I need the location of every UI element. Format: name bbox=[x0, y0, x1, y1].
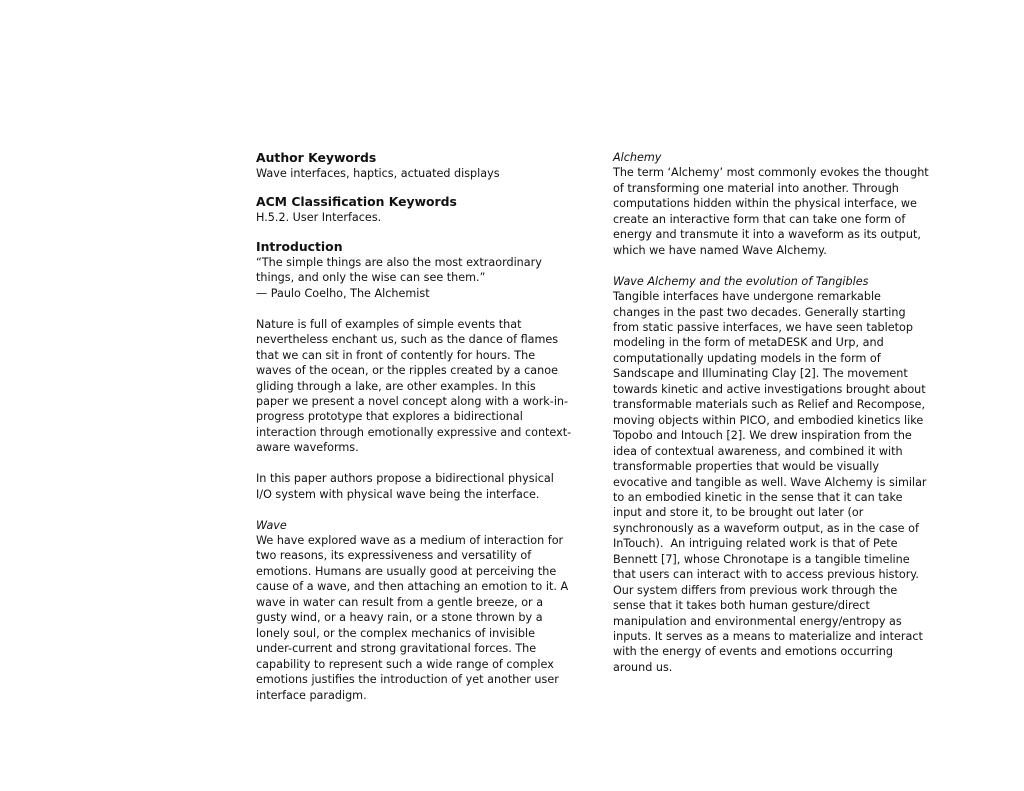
paragraph-line: which we have named Wave Alchemy. bbox=[613, 243, 827, 257]
paragraph-line: I/O system with physical wave being the interface. bbox=[256, 487, 540, 501]
paragraph-line: computations hidden within the physical interface, we bbox=[613, 197, 917, 211]
paragraph-line: InTouch). An intriguing related work is that of Pete bbox=[613, 537, 898, 551]
paragraph-line: aware waveforms. bbox=[256, 441, 359, 455]
quote-line: things, and only the wise can see them.” bbox=[256, 271, 486, 285]
paragraph-line: Sandscape and Illuminating Clay [2]. The movement bbox=[613, 367, 908, 381]
paragraph-line: of transforming one material into another. Through bbox=[613, 181, 899, 195]
paragraph-line: Tangible interfaces have undergone remarkable bbox=[613, 290, 881, 304]
paragraph-line: input and store it, to be brought out later (or bbox=[613, 506, 864, 520]
wave-alchemy-subheading: Wave Alchemy and the evolution of Tangibles bbox=[613, 274, 869, 288]
introduction-paragraph-2 bbox=[256, 471, 574, 502]
paragraph-line: transformable materials such as Relief and Recompose, bbox=[613, 398, 925, 412]
wave-alchemy-section bbox=[613, 274, 931, 676]
paragraph-line: waves of the ocean, or the ripples created by a canoe bbox=[256, 364, 558, 378]
paragraph-line: energy and transmute it into a waveform as its output, bbox=[613, 228, 921, 242]
paragraph-line: two reasons, its expressiveness and versatility of bbox=[256, 549, 532, 563]
paragraph-line: idea of contextual awareness, and combined it with bbox=[613, 444, 903, 458]
introduction-section bbox=[256, 239, 574, 502]
left-column bbox=[256, 150, 574, 703]
alchemy-subheading: Alchemy bbox=[613, 151, 662, 164]
quote-line: “The simple things are also the most extraordinary bbox=[256, 255, 542, 269]
paragraph-line: inputs. It serves as a means to materialize and interact bbox=[613, 630, 923, 644]
paragraph-line: nevertheless enchant us, such as the dance of flames bbox=[256, 333, 559, 347]
quote-attribution: — Paulo Coelho, The Alchemist bbox=[256, 286, 430, 300]
paragraph-line: lonely soul, or the complex mechanics of invisible bbox=[256, 626, 535, 640]
paragraph-line: gusty wind, or a heavy rain, or a stone thrown by a bbox=[256, 611, 543, 625]
acm-classification-section bbox=[256, 194, 574, 225]
paragraph-line: modeling in the form of metaDESK and Urp, and bbox=[613, 336, 884, 350]
paragraph-line: manipulation and environmental energy/entropy as bbox=[613, 614, 902, 628]
paragraph-line: interaction through emotionally expressive and context- bbox=[256, 425, 572, 439]
paragraph-line: We have explored wave as a medium of interaction for bbox=[256, 534, 564, 548]
wave-section bbox=[256, 518, 574, 703]
wave-subheading: Wave bbox=[256, 518, 287, 532]
paragraph-line: paper we present a novel concept along with a work-in- bbox=[256, 394, 569, 408]
paragraph-line: create an interactive form that can take one form of bbox=[613, 212, 906, 226]
paragraph-line: emotions. Humans are usually good at perceiving the bbox=[256, 564, 557, 578]
paragraph-line: gliding through a lake, are other examples. In this bbox=[256, 379, 536, 393]
right-column bbox=[613, 150, 931, 675]
paragraph-line: that we can sit in front of contently for hours. The bbox=[256, 348, 536, 362]
paragraph-line: from static passive interfaces, we have seen tabletop bbox=[613, 320, 913, 334]
paragraph-line: Nature is full of examples of simple events that bbox=[256, 317, 522, 331]
paragraph-line: interface paradigm. bbox=[256, 688, 367, 702]
paragraph-line: with the energy of events and emotions occurring bbox=[613, 645, 893, 659]
paragraph-line: transformable properties that would be visually bbox=[613, 460, 880, 474]
paragraph-line: In this paper authors propose a bidirectional physical bbox=[256, 472, 554, 486]
epigraph-quote bbox=[256, 255, 574, 301]
author-keywords-section bbox=[256, 150, 574, 181]
paragraph-line: towards kinetic and active investigations brought about bbox=[613, 382, 926, 396]
paragraph-line: computationally updating models in the form of bbox=[613, 351, 881, 365]
acm-classification-text: H.5.2. User Interfaces. bbox=[256, 211, 382, 225]
paragraph-line: cause of a wave, and then attaching an emotion to it. A bbox=[256, 580, 569, 594]
alchemy-section bbox=[613, 150, 931, 258]
paragraph-line: Bennett [7], whose Chronotape is a tangible timeline bbox=[613, 552, 910, 566]
introduction-heading: Introduction bbox=[256, 238, 343, 254]
paragraph-line: wave in water can result from a gentle breeze, or a bbox=[256, 595, 544, 609]
paragraph-line: synchronously as a waveform output, as in the case of bbox=[613, 521, 919, 535]
paragraph-line: emotions justifies the introduction of yet another user bbox=[256, 673, 559, 687]
acm-classification-heading: ACM Classification Keywords bbox=[256, 194, 457, 210]
paragraph-line: changes in the past two decades. Generally starting bbox=[613, 305, 906, 319]
author-keywords-text: Wave interfaces, haptics, actuated displays bbox=[256, 167, 500, 180]
paragraph-line: under-current and strong gravitational forces. The bbox=[256, 642, 537, 656]
paragraph-line: Our system differs from previous work through the bbox=[613, 583, 898, 597]
paragraph-line: capability to represent such a wide range of complex bbox=[256, 657, 554, 671]
paragraph-line: sense that it takes both human gesture/direct bbox=[613, 599, 870, 613]
paragraph-line: to an embodied kinetic in the sense that it can take bbox=[613, 490, 903, 504]
paragraph-line: Topobo and Intouch [2]. We drew inspiration from the bbox=[613, 429, 912, 443]
paragraph-line: moving objects within PICO, and embodied kinetics like bbox=[613, 413, 924, 427]
paragraph-line: that users can interact with to access previous history. bbox=[613, 568, 919, 582]
introduction-paragraph-1 bbox=[256, 317, 574, 456]
paragraph-line: The term ‘Alchemy’ most commonly evokes the thought bbox=[613, 166, 929, 180]
paragraph-line: progress prototype that explores a bidirectional bbox=[256, 410, 523, 424]
paragraph-line: evocative and tangible as well. Wave Alchemy is similar bbox=[613, 475, 927, 489]
paragraph-line: around us. bbox=[613, 660, 673, 674]
author-keywords-heading: Author Keywords bbox=[256, 150, 377, 165]
